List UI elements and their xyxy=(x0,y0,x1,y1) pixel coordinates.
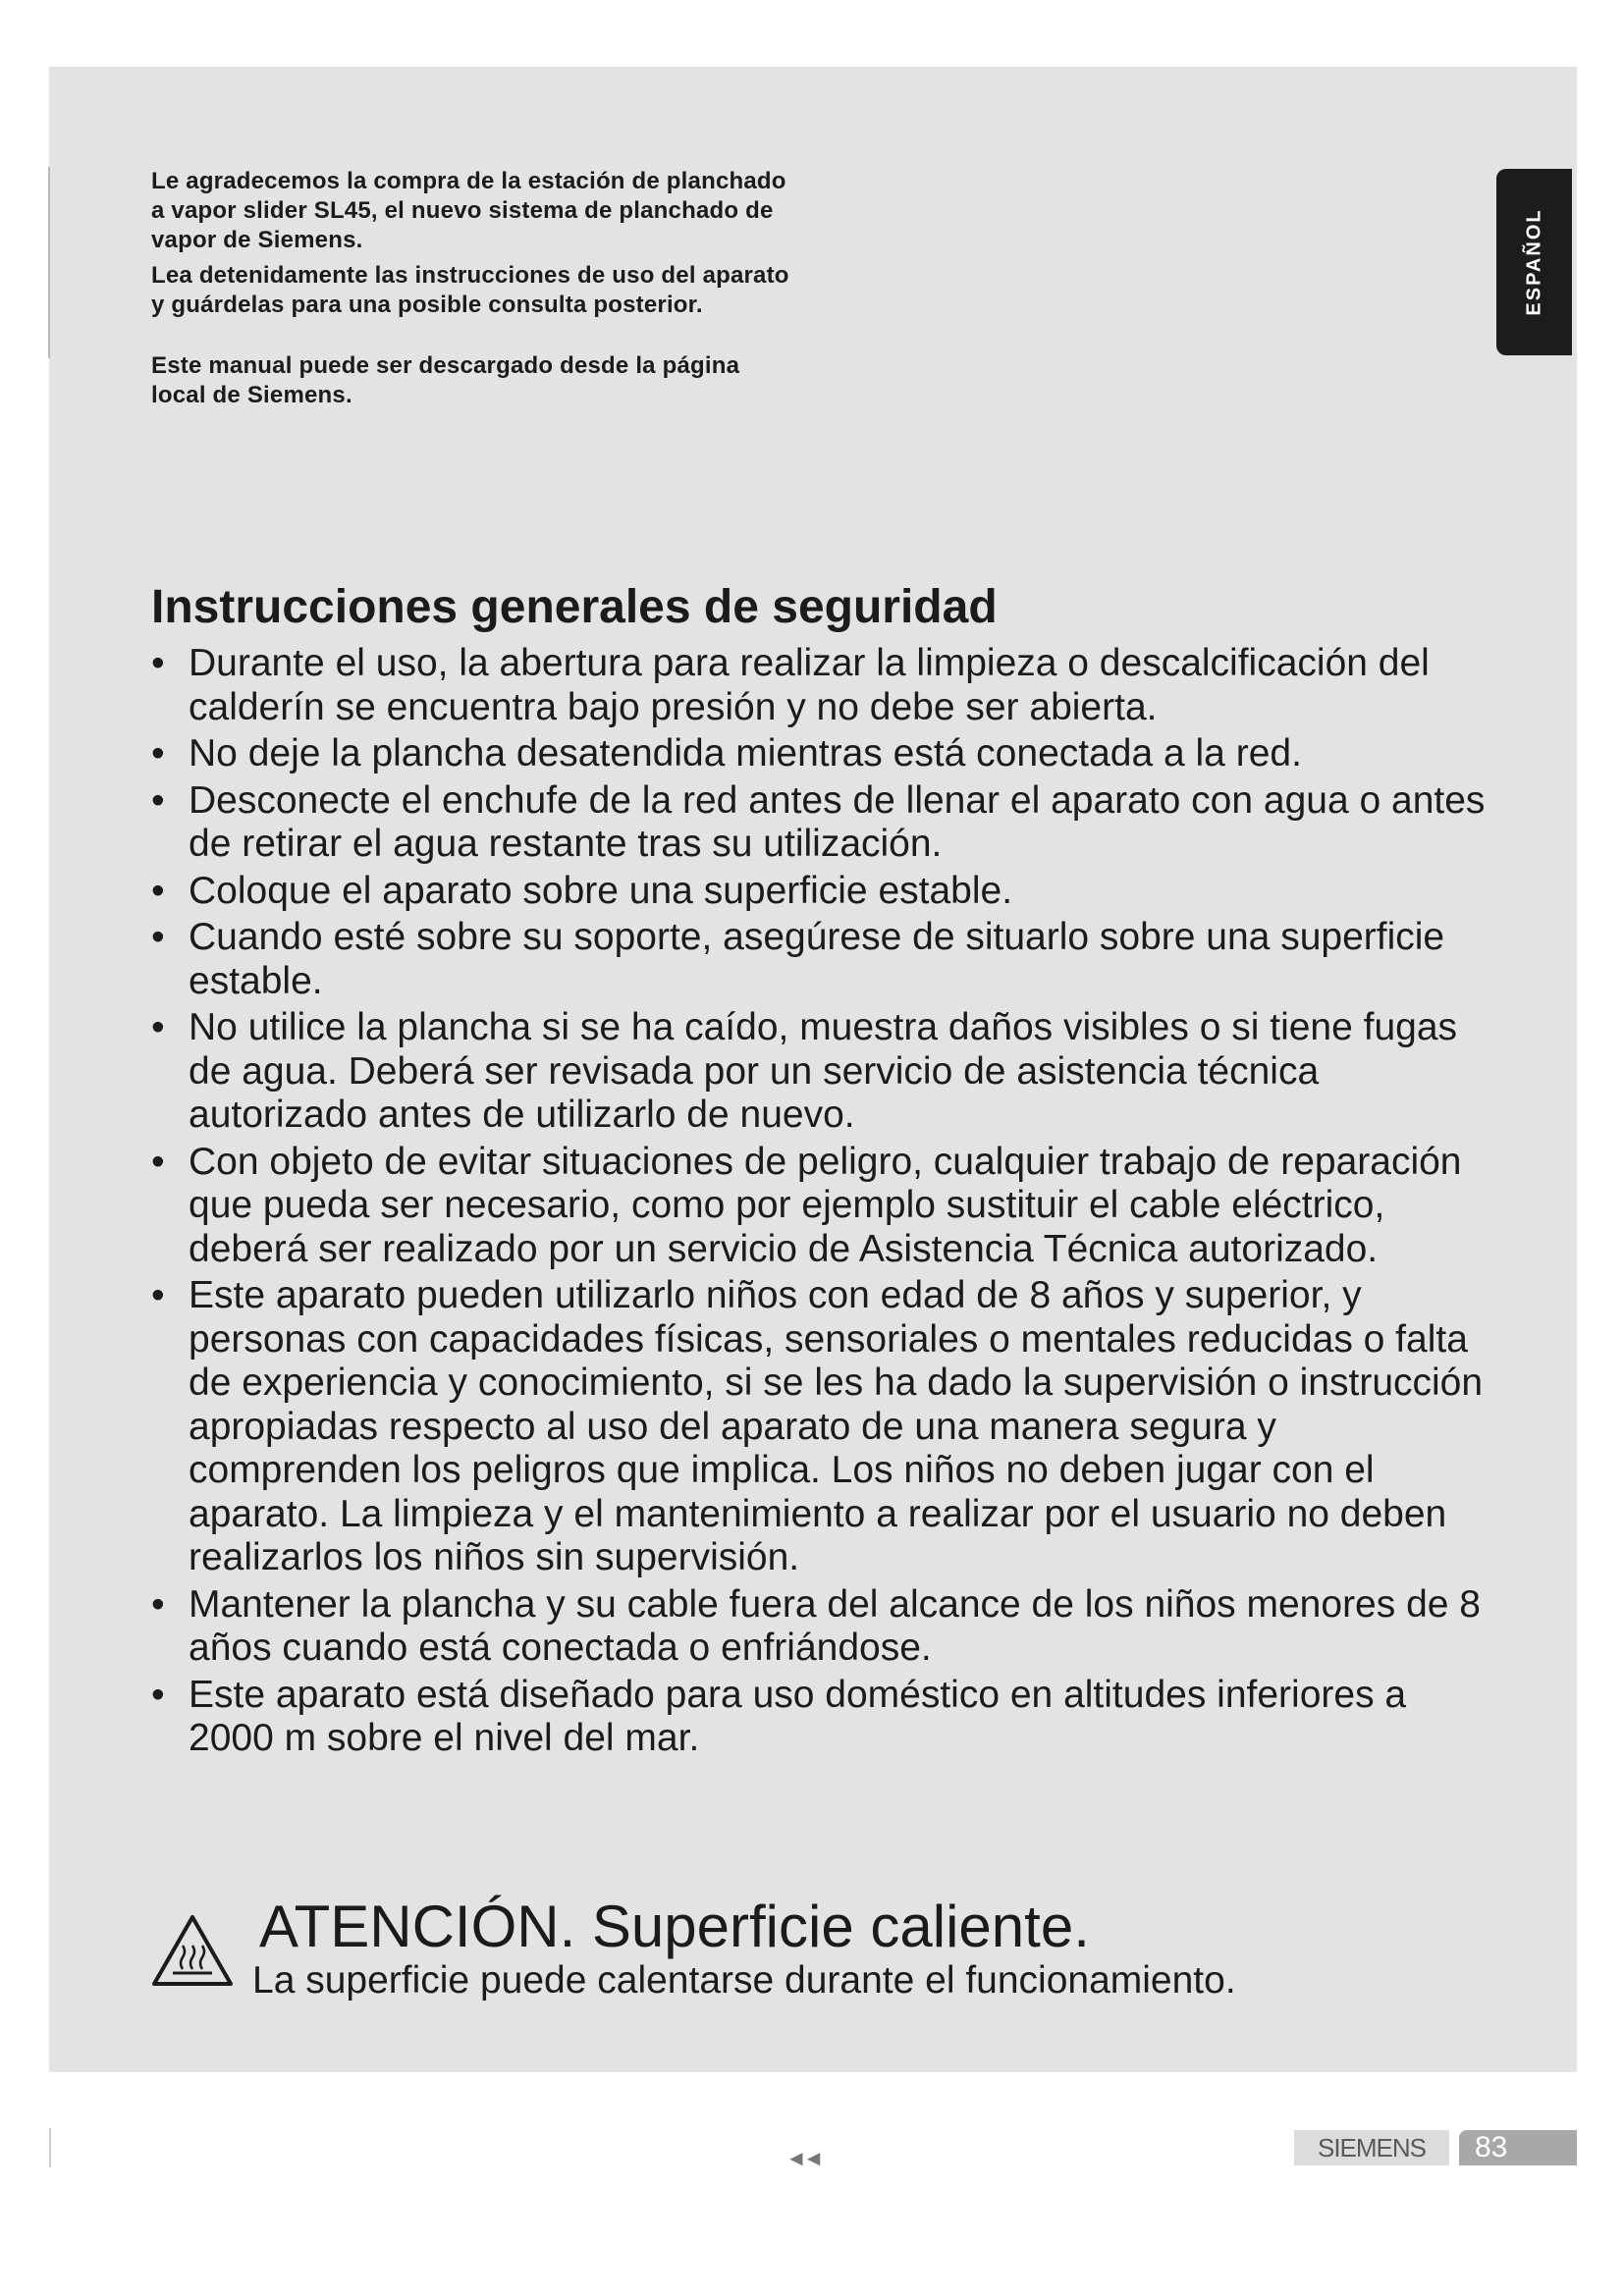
brand-label: SIEMENS xyxy=(1294,2130,1449,2165)
warning-text: La superficie puede calentarse durante el funcionamiento. xyxy=(252,1959,1236,2002)
safety-item: • Durante el uso, la abertura para realizar la limpieza o descalcificación del calderín se encuentra bajo presión y no debe ser abierta. xyxy=(151,642,1487,729)
intro-download-note: Este manual puede ser descargado desde la página local de Siemens. xyxy=(151,352,740,408)
safety-item: • Con objeto de evitar situaciones de peligro, cualquier trabajo de reparación que pueda ser necesario, como por ejemplo sustituir el cable eléctrico, deberá ser realizado por un servicio de Asistencia Técnica autorizado. xyxy=(151,1141,1487,1272)
safety-item: • No deje la plancha desatendida mientras está conectada a la red. xyxy=(151,732,1487,776)
hot-surface-warning xyxy=(151,1894,1428,2012)
safety-list xyxy=(151,642,1487,1764)
safety-item: • Mantener la plancha y su cable fuera del alcance de los niños menores de 8 años cuando está conectada o enfriándose. xyxy=(151,1583,1487,1671)
safety-item: • Este aparato pueden utilizarlo niños con edad de 8 años y superior, y personas con capacidades físicas, sensoriales o mentales reducidas o falta de experiencia y conocimiento, si se les ha dado la supervisión o instrucción apropiadas respecto al uso del aparato de una manera segura y comprenden los peligros que implica. Los niños no deben jugar con el aparato. La limpieza y el mantenimiento a realizar por el usuario no deben realizarlos los niños sin supervisión. xyxy=(151,1274,1487,1580)
safety-item: • Cuando esté sobre su soporte, asegúrese de situarlo sobre una superficie estable. xyxy=(151,916,1487,1003)
language-tab xyxy=(1496,169,1572,355)
intro-read-instructions: Lea detenidamente las instrucciones de uso del aparato y guárdelas para una posible consulta posterior. xyxy=(151,262,789,318)
section-title: Instrucciones generales de seguridad xyxy=(151,581,998,633)
warning-title: ATENCIÓN. Superficie caliente. xyxy=(259,1894,1090,1959)
safety-item: • Coloque el aparato sobre una superficie estable. xyxy=(151,870,1487,914)
language-tab-label: ESPAÑOL xyxy=(1523,208,1544,316)
footer-rule xyxy=(49,2128,51,2167)
intro-block xyxy=(151,167,799,416)
safety-item: • Este aparato está diseñado para uso doméstico en altitudes inferiores a 2000 m sobre el nivel del mar. xyxy=(151,1674,1487,1761)
intro-thanks: Le agradecemos la compra de la estación de planchado a vapor slider SL45, el nuevo sistema de planchado de vapor de Siemens. xyxy=(151,168,786,253)
hot-surface-warning-icon xyxy=(151,1914,234,1987)
previous-page-icon[interactable]: ◄◄ xyxy=(785,2146,821,2170)
margin-rule xyxy=(48,167,50,358)
safety-item: • No utilice la plancha si se ha caído, muestra daños visibles o si tiene fugas de agua. Deberá ser revisada por un servicio de asistencia técnica autorizado antes de utilizarlo de nuevo. xyxy=(151,1006,1487,1138)
page-number: 83 xyxy=(1459,2130,1577,2165)
safety-item: • Desconecte el enchufe de la red antes de llenar el aparato con agua o antes de retirar el agua restante tras su utilización. xyxy=(151,779,1487,867)
